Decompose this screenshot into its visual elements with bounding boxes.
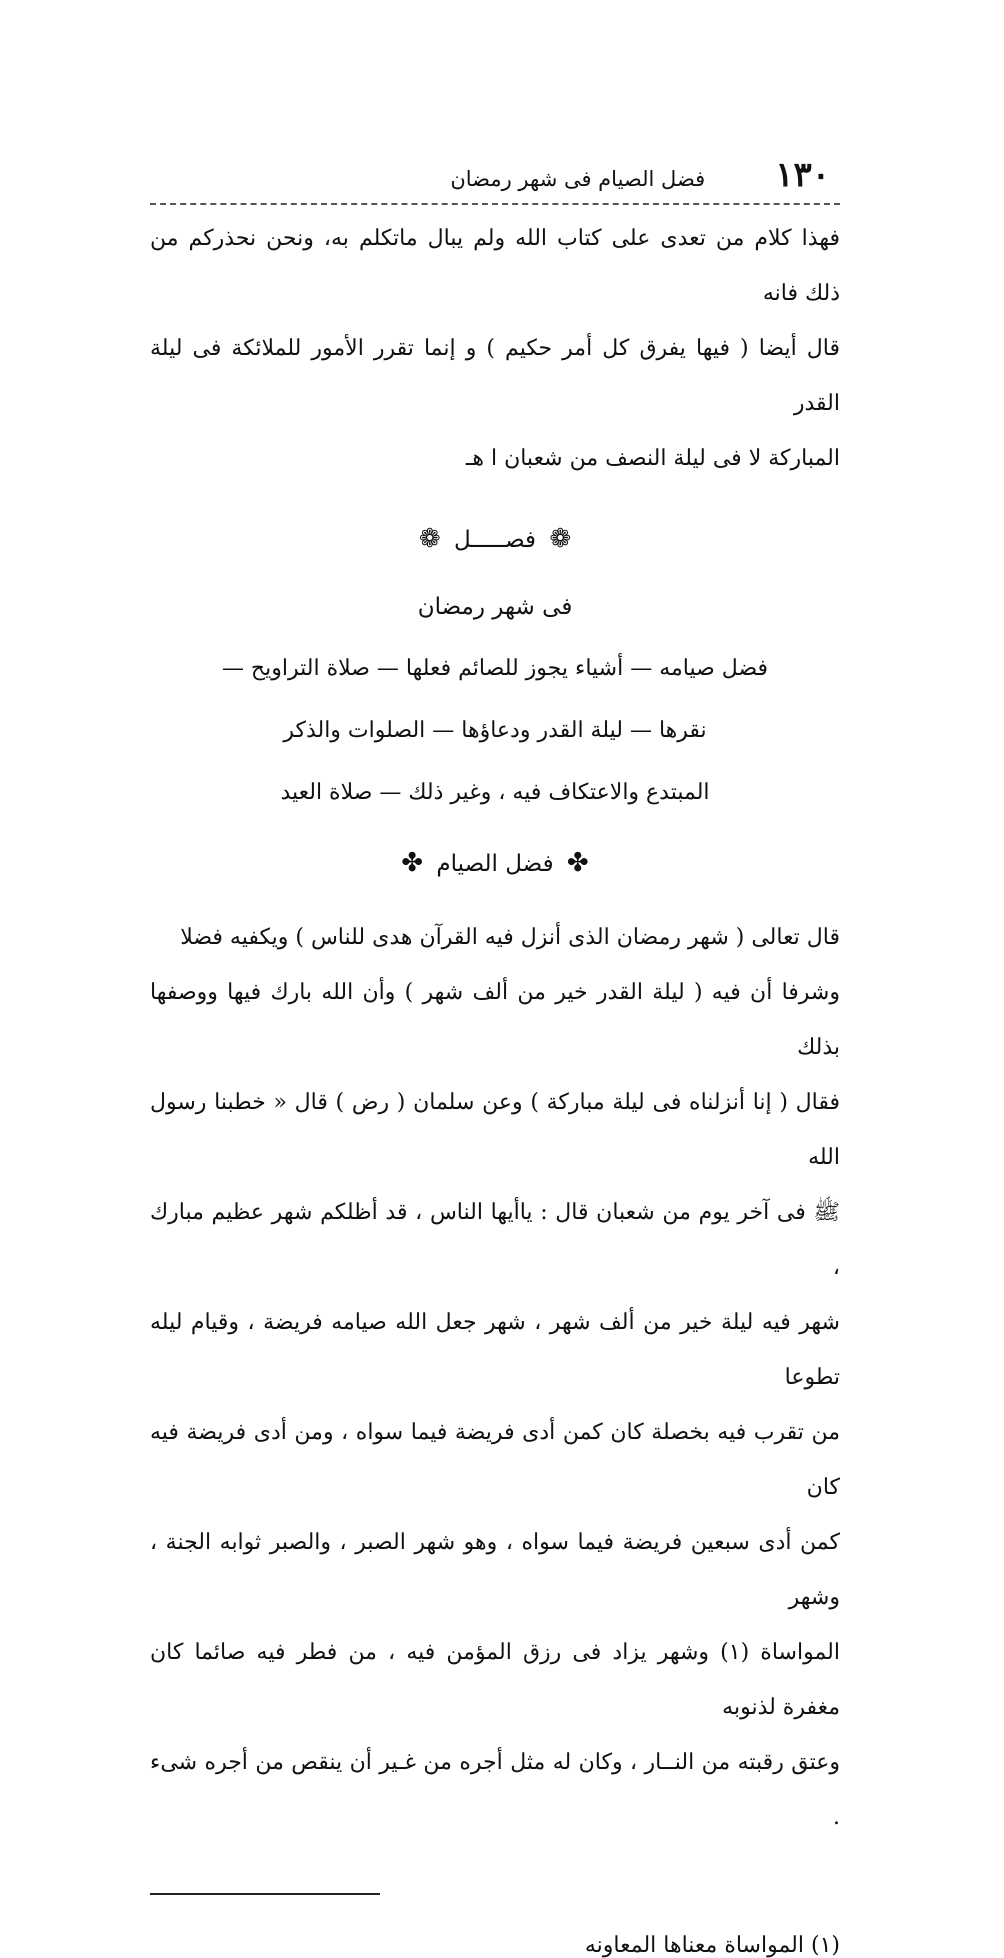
contents-line: فضل صيامه — أشياء يجوز للصائم فعلها — صلاة التراويح —: [221, 656, 769, 681]
running-title: فضل الصيام فى شهر رمضان: [450, 167, 706, 191]
text-line: شهر فيه ليلة خير من ألف شهر ، شهر جعل الله صيامه فريضة ، وقيام ليله تطوعا: [150, 1310, 840, 1390]
subsection-heading: [150, 834, 840, 892]
ornament-right-icon: ❁: [549, 524, 572, 554]
text-line: من تقرب فيه بخصلة كان كمن أدى فريضة فيما سواه ، ومن أدى فريضة فيه كان: [150, 1420, 840, 1500]
text-line: وعتق رقبته من النــار ، وكان له مثل أجره من غـير أن ينقص من أجره شىء .: [150, 1750, 840, 1830]
footnote: (١) المواساة معناها المعاونه: [584, 1933, 840, 1958]
text-line: كمن أدى سبعين فريضة فيما سواه ، وهو شهر الصبر ، والصبر ثوابه الجنة ، وشهر: [150, 1530, 840, 1610]
page-number: ١٣٠: [775, 155, 830, 195]
text-line: وشرفا أن فيه ( ليلة القدر خير من ألف شهر ) وأن الله بارك فيها ووصفها بذلك: [150, 980, 840, 1060]
text-line: فهذا كلام من تعدى على كتاب الله ولم يبال ماتكلم به، ونحن نحذركم من ذلك فانه: [150, 226, 840, 306]
text-line: المباركة لا فى ليلة النصف من شعبان ا هـ: [465, 446, 840, 471]
text-line: المواساة (١) وشهر يزاد فى رزق المؤمن فيه ، من فطر فيه صائما كان مغفرة لذنوبه: [150, 1640, 840, 1720]
body-paragraph: [150, 910, 840, 1845]
footnote-divider: [150, 1893, 380, 1895]
book-page: [150, 155, 840, 1958]
contents-summary: [150, 644, 840, 818]
flourish-left-icon: ✤: [401, 848, 424, 878]
continuation-paragraph: [150, 211, 840, 486]
text-line: قال أيضا ( فيها يفرق كل أمر حكيم ) و إنما تقرر الأمور للملائكة فى ليلة القدر: [150, 336, 841, 416]
text-line: قال تعالى ( شهر رمضان الذى أنزل فيه القرآن هدى للناس ) ويكفيه فضلا: [180, 925, 840, 950]
running-header: [150, 155, 840, 205]
contents-line: نقرها — ليلة القدر ودعاؤها — الصلوات والذكر: [283, 718, 707, 743]
text-line: ﷺ فى آخر يوم من شعبان قال : ياأيها الناس ، قد أظلكم شهر عظيم مبارك ،: [150, 1200, 840, 1280]
section-title: فصـــــل: [453, 527, 537, 553]
contents-line: المبتدع والاعتكاف فيه ، وغير ذلك — صلاة العيد: [280, 780, 710, 805]
ornament-left-icon: ❁: [418, 524, 441, 554]
flourish-right-icon: ✤: [566, 848, 589, 878]
section-subject: فى شهر رمضان: [417, 594, 573, 620]
subsection-title: فضل الصيام: [436, 851, 554, 877]
section-heading: [150, 514, 840, 564]
text-line: فقال ( إنا أنزلناه فى ليلة مباركة ) وعن سلمان ( رض ) قال « خطبنا رسول الله: [150, 1090, 840, 1170]
